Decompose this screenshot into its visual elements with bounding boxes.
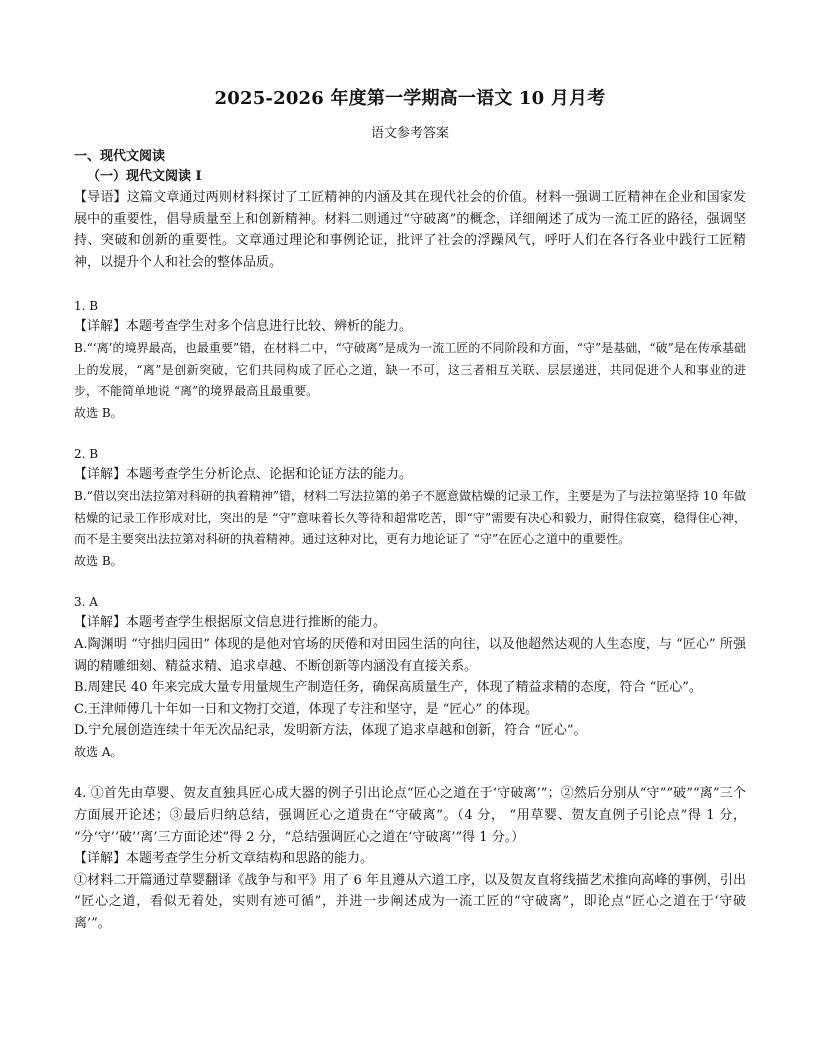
answer-line: 故选 B。	[74, 405, 123, 420]
document-page	[74, 82, 746, 935]
question-2	[74, 444, 746, 572]
subsection-heading: （一）现代文阅读 I	[87, 169, 202, 184]
answer-line: 故选 A。	[74, 744, 123, 759]
answer-line: A.陶渊明 “守拙归园田” 体现的是他对官场的厌倦和对田园生活的向往，以及他超然达观的人生态度，与 “匠心” 所强调的精雕细刻、精益求精、追求卓越、不断创新等内涵没有直接关系。	[74, 636, 746, 674]
answer-line: C.王津师傅几十年如一日和文物打交道，体现了专注和坚守，是 “匠心” 的体现。	[74, 701, 539, 717]
question-number: 1. B	[74, 299, 99, 314]
answer-line: 4. ①首先由草婴、贺友直独具匠心成大器的例子引出论点“匠心之道在于‘守破离’”；②然后分别从“守”“破”“离”三个方面展开论述；③最后归纳总结，强调匠心之道贵在“守破离”。（4 分， “用草婴、贺友直例子引论点”得 1 分， “分‘守’‘破’‘离’三方面论述”得 2 分，“总结强调匠心之道在‘守破离’”得 1 分。）	[74, 786, 746, 845]
answer-line: 【详解】本题考查学生对多个信息进行比较、辨析的能力。	[74, 319, 413, 335]
answer-line: B.“借以突出法拉第对科研的执着精神”错，材料二写法拉第的弟子不愿意做枯燥的记录工作，主要是为了与法拉第坚持 10 年做枯燥的记录工作形成对比，突出的是 “守”意味着长久等待和超常吃苦，即“守”需要有决心和毅力，耐得住寂寞，稳得住心神，而不是主要突出法拉第对科研的执着精神。通过这种对比，更有力地论证了 “守”在匠心之道中的重要性。	[74, 488, 746, 547]
answer-line: 【详解】本题考查学生根据原文信息进行推断的能力。	[74, 615, 387, 631]
document-subtitle: 语文参考答案	[370, 126, 449, 141]
section-heading: 一、现代文阅读	[74, 149, 166, 164]
question-number: 3. A	[74, 595, 98, 610]
question-4	[74, 783, 746, 934]
answer-line: ①材料二开篇通过草婴翻译《战争与和平》用了 6 年且遵从六道工序，以及贺友直将线描艺术推向高峰的事例，引出 “匠心之道，看似无着处，实则有迹可循”，并进一步阐述成为一流工匠的“守破离”，即论点“匠心之道在于‘守破离’”。	[74, 872, 746, 932]
answer-line: 【详解】本题考查学生分析论点、论据和论证方法的能力。	[74, 467, 413, 483]
answer-line: 【详解】本题考查学生分析文章结构和思路的能力。	[74, 851, 374, 867]
question-1	[74, 296, 746, 424]
question-number: 2. B	[74, 447, 99, 462]
answer-line: B.周建民 40 年来完成大量专用量规生产制造任务，确保高质量生产，体现了精益求精的态度，符合 “匠心”。	[74, 680, 702, 696]
answer-line: 故选 B。	[74, 553, 123, 568]
intro-paragraph: 【导语】这篇文章通过两则材料探讨了工匠精神的内涵及其在现代社会的价值。材料一强调工匠精神在企业和国家发展中的重要性，倡导质量至上和创新精神。材料二则通过“守破离”的概念，详细阐述了成为一流工匠的路径，强调坚持、突破和创新的重要性。文章通过理论和事例论证，批评了社会的浮躁风气，呼吁人们在各行各业中践行工匠精神，以提升个人和社会的整体品质。	[74, 190, 746, 270]
answer-line: D.宁允展创造连续十年无次品纪录，发明新方法，体现了追求卓越和创新，符合 “匠心”。	[74, 723, 587, 739]
question-3	[74, 592, 746, 763]
document-title: 2025-2026 年度第一学期高一语文 10 月月考	[214, 88, 606, 109]
answer-line: B.“‘离’的境界最高，也最重要”错，在材料二中，“守破离”是成为一流工匠的不同阶段和方面，“守”是基础，“破”是在传承基础上的发展，“离”是创新突破，它们共同构成了匠心之道，缺一不可，这三者相互关联、层层递进，共同促进个人和事业的进步，不能简单地说 “离”的境界最高且最重要。	[74, 340, 746, 399]
